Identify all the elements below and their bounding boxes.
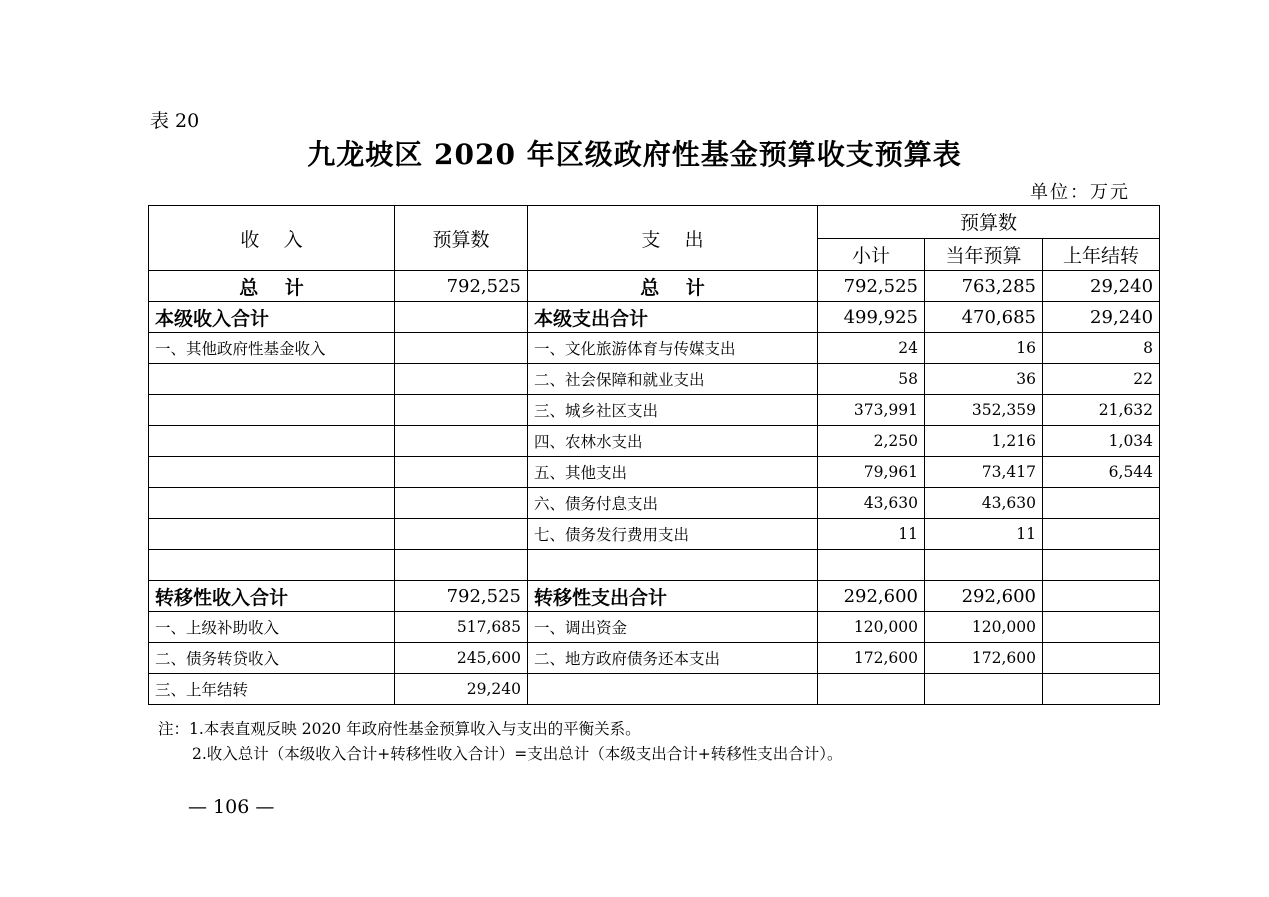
cell-income-amount	[395, 519, 528, 550]
cell-income-amount	[395, 364, 528, 395]
cell-subtotal: 120,000	[818, 612, 925, 643]
cell-expense: 二、社会保障和就业支出	[528, 364, 818, 395]
cell-income: 二、债务转贷收入	[149, 643, 395, 674]
cell-income-amount	[395, 488, 528, 519]
cell-income	[149, 488, 395, 519]
cell-expense: 六、债务付息支出	[528, 488, 818, 519]
header-income-budget: 预算数	[395, 206, 528, 271]
cell-expense: 七、债务发行费用支出	[528, 519, 818, 550]
cell-current-year: 470,685	[925, 302, 1043, 333]
cell-carryover: 21,632	[1043, 395, 1160, 426]
cell-income-amount: 245,600	[395, 643, 528, 674]
cell-subtotal: 373,991	[818, 395, 925, 426]
cell-expense: 四、农林水支出	[528, 426, 818, 457]
table-row	[149, 457, 1160, 488]
cell-income-amount	[395, 457, 528, 488]
table-row	[149, 426, 1160, 457]
table-row	[149, 488, 1160, 519]
cell-income	[149, 457, 395, 488]
cell-income: 三、上年结转	[149, 674, 395, 705]
cell-current-year: 11	[925, 519, 1043, 550]
cell-carryover	[1043, 519, 1160, 550]
cell-current-year: 120,000	[925, 612, 1043, 643]
cell-carryover: 6,544	[1043, 457, 1160, 488]
table-row	[149, 302, 1160, 333]
table-row	[149, 395, 1160, 426]
cell-income	[149, 364, 395, 395]
header-income: 收 入	[149, 206, 395, 271]
cell-subtotal: 499,925	[818, 302, 925, 333]
table-body	[149, 271, 1160, 705]
cell-subtotal	[818, 674, 925, 705]
note-line-1: 注：1.本表直观反映 2020 年政府性基金预算收入与支出的平衡关系。	[158, 720, 641, 738]
cell-income	[149, 426, 395, 457]
cell-carryover	[1043, 581, 1160, 612]
cell-current-year: 73,417	[925, 457, 1043, 488]
cell-expense: 五、其他支出	[528, 457, 818, 488]
cell-subtotal: 24	[818, 333, 925, 364]
table-row	[149, 271, 1160, 302]
header-current-year: 当年预算	[925, 238, 1043, 271]
cell-income	[149, 519, 395, 550]
cell-current-year: 1,216	[925, 426, 1043, 457]
cell-subtotal: 58	[818, 364, 925, 395]
table-row	[149, 550, 1160, 581]
notes	[158, 717, 843, 767]
table-row	[149, 519, 1160, 550]
cell-income	[149, 550, 395, 581]
header-carryover: 上年结转	[1043, 238, 1160, 271]
cell-income-amount: 792,525	[395, 581, 528, 612]
cell-carryover: 8	[1043, 333, 1160, 364]
cell-expense: 转移性支出合计	[528, 581, 818, 612]
cell-income: 一、上级补助收入	[149, 612, 395, 643]
cell-current-year: 43,630	[925, 488, 1043, 519]
table-label: 表 20	[150, 110, 200, 132]
cell-subtotal: 792,525	[818, 271, 925, 302]
cell-subtotal: 292,600	[818, 581, 925, 612]
cell-carryover: 1,034	[1043, 426, 1160, 457]
cell-current-year	[925, 674, 1043, 705]
cell-expense: 总 计	[528, 271, 818, 302]
cell-income: 本级收入合计	[149, 302, 395, 333]
cell-income-amount: 29,240	[395, 674, 528, 705]
cell-income-amount: 792,525	[395, 271, 528, 302]
cell-expense: 二、地方政府债务还本支出	[528, 643, 818, 674]
cell-expense: 一、调出资金	[528, 612, 818, 643]
unit-label: 单位：万元	[1030, 182, 1130, 203]
cell-income: 一、其他政府性基金收入	[149, 333, 395, 364]
cell-carryover: 29,240	[1043, 302, 1160, 333]
cell-expense: 本级支出合计	[528, 302, 818, 333]
cell-carryover	[1043, 612, 1160, 643]
cell-current-year: 292,600	[925, 581, 1043, 612]
cell-current-year: 36	[925, 364, 1043, 395]
header-subtotal: 小计	[818, 238, 925, 271]
cell-income-amount	[395, 333, 528, 364]
note-line-2: 2.收入总计（本级收入合计+转移性收入合计）=支出总计（本级支出合计+转移性支出合计）。	[192, 745, 843, 763]
cell-expense	[528, 550, 818, 581]
cell-carryover	[1043, 488, 1160, 519]
cell-income: 转移性收入合计	[149, 581, 395, 612]
table-row	[149, 364, 1160, 395]
cell-expense: 三、城乡社区支出	[528, 395, 818, 426]
cell-carryover	[1043, 550, 1160, 581]
cell-current-year: 172,600	[925, 643, 1043, 674]
cell-income-amount	[395, 426, 528, 457]
table-row	[149, 333, 1160, 364]
cell-income-amount	[395, 550, 528, 581]
table-row	[149, 674, 1160, 705]
cell-income-amount	[395, 395, 528, 426]
cell-subtotal: 79,961	[818, 457, 925, 488]
cell-carryover: 22	[1043, 364, 1160, 395]
cell-current-year: 763,285	[925, 271, 1043, 302]
cell-current-year: 16	[925, 333, 1043, 364]
cell-current-year: 352,359	[925, 395, 1043, 426]
cell-expense	[528, 674, 818, 705]
cell-expense: 一、文化旅游体育与传媒支出	[528, 333, 818, 364]
header-expense: 支 出	[528, 206, 818, 271]
cell-carryover: 29,240	[1043, 271, 1160, 302]
table-row	[149, 581, 1160, 612]
header-expense-budget: 预算数	[818, 206, 1160, 239]
page-number: — 106 —	[188, 796, 275, 818]
budget-table	[148, 205, 1160, 705]
cell-subtotal	[818, 550, 925, 581]
cell-subtotal: 11	[818, 519, 925, 550]
table-row	[149, 612, 1160, 643]
table-row	[149, 643, 1160, 674]
cell-subtotal: 172,600	[818, 643, 925, 674]
cell-subtotal: 43,630	[818, 488, 925, 519]
cell-income-amount	[395, 302, 528, 333]
cell-income-amount: 517,685	[395, 612, 528, 643]
cell-subtotal: 2,250	[818, 426, 925, 457]
cell-income: 总 计	[149, 271, 395, 302]
page-title: 九龙坡区 2020 年区级政府性基金预算收支预算表	[307, 138, 962, 171]
cell-current-year	[925, 550, 1043, 581]
cell-carryover	[1043, 643, 1160, 674]
cell-carryover	[1043, 674, 1160, 705]
cell-income	[149, 395, 395, 426]
